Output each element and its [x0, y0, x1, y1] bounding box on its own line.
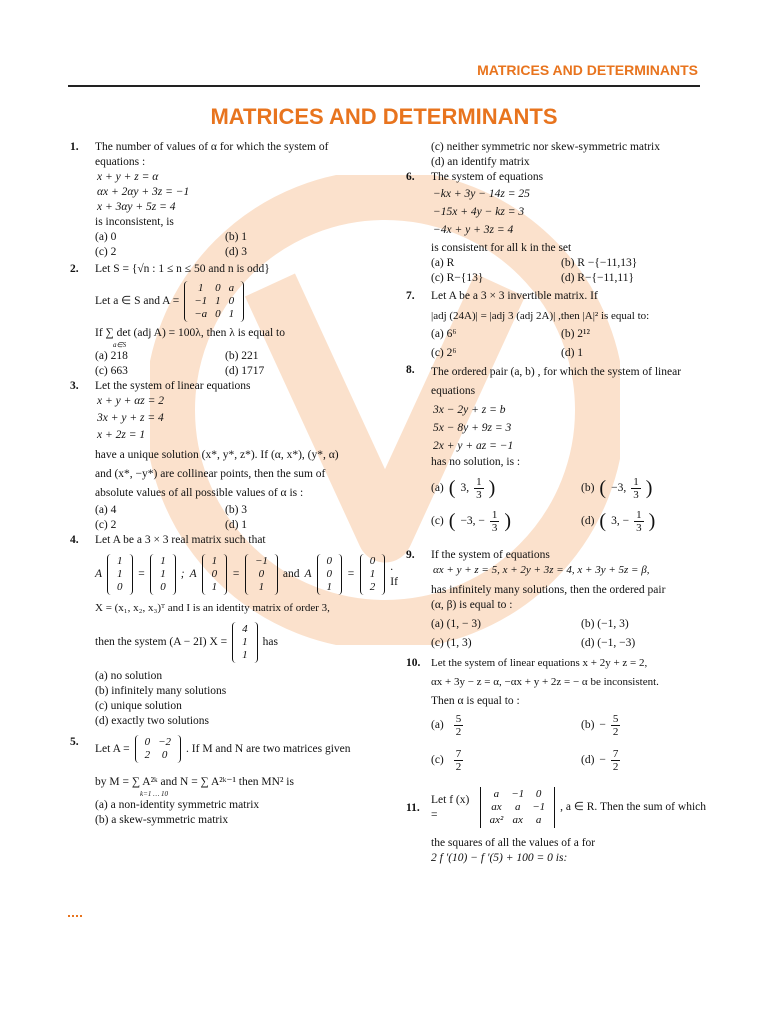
option-b: (b) a skew-symmetric matrix: [95, 814, 229, 826]
equation: −kx + 3y − 14z = 25: [433, 188, 530, 200]
option-a: (a) 0: [95, 231, 117, 243]
option-b: (b) infinitely many solutions: [95, 685, 227, 697]
question-text: If the system of equations: [431, 549, 550, 561]
option-d: (d) (−1, −3): [581, 637, 636, 649]
question-5: 5. Let A = 0 −2 2 0 . If M and N are two matrices given by M = ∑ A²ᵏ and N = ∑ A²ᵏ⁻¹ then MN² is k=1 … 10 (a) a non-identity symmetric matrix (b) a skew-symmetric matrix: [70, 735, 370, 828]
option-a: (a) 218: [95, 350, 128, 362]
option-a: (a) (1, − 3): [431, 618, 481, 630]
question-text: is inconsistent, is: [95, 216, 174, 228]
question-text: is consistent for all k in the set: [431, 242, 572, 254]
equation: −15x + 4y − kz = 3: [433, 206, 525, 218]
vector: 0 0 1: [317, 554, 343, 595]
vector: 1 1 0: [150, 554, 176, 595]
question-text: X = (x₁, x₂, x₃)ᵀ and I is an identity matrix of order 3,: [95, 602, 330, 614]
equation: 5x − 8y + 9z = 3: [433, 422, 512, 434]
equation: αx + 2αy + 3z = −1: [97, 186, 190, 198]
equation: 2x + y + az = −1: [433, 440, 514, 452]
question-text: then the system (A − 2I) X =: [95, 636, 228, 648]
option-d: (d) 1: [225, 519, 248, 531]
equation: αx + y + z = 5, x + 2y + 3z = 4, x + 3y + 5z = β,: [433, 564, 650, 576]
question-4: 4. Let A be a 3 × 3 real matrix such that A 1 1 0 = 1 1 0 ; A 1 0 1 = −1 0 1 and A 0 0 1 = 0 1 2 . If X = (x₁, x₂, x₃)ᵀ and I is an identity matrix of order 3, then the system (A − 2I) X = 4 1 1 has (a) no solution (b) infinitely many solutions (c) unique solution (d) exactly two solutions: [70, 534, 398, 727]
equation: x + y + αz = 2: [97, 395, 165, 407]
question-text: Let S = {√n : 1 ≤ n ≤ 50 and n is odd}: [95, 263, 270, 275]
question-text: Let the system of linear equations x + 2y + z = 2,: [431, 657, 648, 669]
question-text: Let A be a 3 × 3 real matrix such that: [95, 534, 266, 546]
option-d: (d) − $\frac{7}{2}$: [581, 748, 619, 773]
equation: x + 3αy + 5z = 4: [97, 201, 176, 213]
option-b: (b) 221: [225, 350, 259, 362]
sum-limits: k=1 … 10: [140, 790, 169, 798]
options: [95, 230, 370, 260]
equation: −4x + y + 3z = 4: [433, 224, 514, 236]
question-condition: |adj (24A)| = |adj 3 (adj 2A)| ,then |A|² is equal to:: [431, 310, 650, 322]
option-b: (b) 3: [225, 504, 248, 516]
question-text: Let the system of linear equations: [95, 380, 251, 392]
options: [95, 349, 370, 379]
question-5-continued: [406, 140, 706, 170]
equation: 3x − 2y + z = b: [433, 404, 506, 416]
option-b: (b) 2¹²: [561, 328, 590, 340]
option-d: (d) exactly two solutions: [95, 715, 210, 727]
option-c: (c) 2⁶: [431, 347, 457, 359]
option-b: (b) ( −3, $\frac{1}{3}$ ): [581, 476, 653, 501]
option-d: (d) an identify matrix: [431, 156, 530, 168]
question-text: αx + 3y − z = α, −αx + y + 2z = − α be inconsistent.: [431, 676, 659, 688]
option-a: (a) 6⁶: [431, 328, 457, 340]
vector: 1 1 0: [107, 554, 133, 595]
option-d: (d) 3: [225, 246, 248, 258]
question-text: If ∑ det (adj A) = 100λ, then λ is equal to: [95, 327, 285, 339]
options: [431, 615, 706, 653]
options: [431, 256, 706, 286]
option-a: (a) ( 3, $\frac{1}{3}$ ): [431, 476, 496, 501]
vector: 4 1 1: [232, 622, 258, 663]
matrix-a: 0 −2 2 0: [135, 735, 181, 763]
question-text: have a unique solution (x*, y*, z*). If (α, x*), (y*, α): [95, 449, 339, 461]
question-text: Let A be a 3 × 3 invertible matrix. If: [431, 290, 598, 302]
question-2: 2. Let S = {√n : 1 ≤ n ≤ 50 and n is odd} Let a ∈ S and A = 1 0 a −1 1 0 −a 0 1 If ∑ det (adj A) = 100λ, then λ is equal to a∈S (a) 218 (b) 221 (c) 663 (d) 1717: [70, 262, 370, 379]
left-column: [70, 140, 398, 828]
running-header: MATRICES AND DETERMINANTS: [477, 62, 698, 78]
question-text: The ordered pair (a, b) , for which the system of linear equations: [431, 366, 682, 397]
question-3: 3. Let the system of linear equations x + y + αz = 2 3x + y + z = 4 x + 2z = 1 have a unique solution (x*, y*, z*). If (α, x*), (y*, α) and (x*, −y*) are collinear points, then the sum of absolute values of all possible values of α is : (a) 4 (b) 3 (c) 2 (d) 1: [70, 379, 370, 533]
options: [431, 325, 706, 363]
corner-mark: [68, 915, 82, 919]
question-text: The system of equations: [431, 171, 544, 183]
option-c: (c) unique solution: [95, 700, 182, 712]
question-text: absolute values of all possible values of α is :: [95, 487, 304, 499]
question-text: by M = ∑ A²ᵏ and N = ∑ A²ᵏ⁻¹ then MN² is: [95, 776, 294, 788]
question-text: the squares of all the values of a for: [431, 837, 596, 849]
question-9: 9. If the system of equations αx + y + z = 5, x + 2y + 3z = 4, x + 3y + 5z = β, has infinitely many solutions, then the ordered pair (α, β) is equal to : (a) (1, − 3) (b) (−1, 3) (c) (1, 3) (d) (−1, −3): [406, 548, 706, 653]
option-d: (d) 1717: [225, 365, 265, 377]
option-c: (c) 2: [95, 519, 117, 531]
question-8: 8. The ordered pair (a, b) , for which the system of linear equations 3x − 2y + z = b 5x − 8y + 9z = 3 2x + y + az = −1 has no solution, is : (a) ( 3, $\frac{1}{3}$ ) (b) ( −3, $\frac{1}{3}$ ) (c) ( −3, − $\frac{1}{3}$ ) (d) ( 3, − $\frac{1}{3}$ ): [406, 363, 706, 534]
right-column: [406, 140, 706, 866]
option-d: (d) 1: [561, 347, 584, 359]
question-11: 11. Let f (x) = a −1 0 ax a −1 ax² ax a , a ∈ R. Then the sum of which the squares of all the values of a for 2 f ′(10) − f ′(5) + 100 = 0 is:: [406, 788, 706, 864]
options: [95, 503, 370, 533]
equation: 3x + y + z = 4: [97, 412, 164, 424]
option-b: (b) R −{−11,13}: [561, 257, 638, 269]
matrix-a: 1 0 a −1 1 0 −a 0 1: [184, 281, 244, 322]
option-b: (b) − $\frac{5}{2}$: [581, 713, 619, 738]
question-text: The number of values of α for which the system of equations :: [95, 141, 329, 168]
option-a: (a) no solution: [95, 670, 163, 682]
option-b: (b) 1: [225, 231, 248, 243]
question-text: has no solution, is :: [431, 456, 521, 468]
equation: x + y + z = α: [97, 171, 159, 183]
option-d: (d) R−{−11,11}: [561, 272, 634, 284]
vector: 0 1 2: [360, 554, 386, 595]
options: [431, 476, 706, 534]
option-c: (c) 2: [95, 246, 117, 258]
option-a: (a) 4: [95, 504, 117, 516]
equation: x + 2z = 1: [97, 429, 146, 441]
option-c: (c) neither symmetric nor skew-symmetric matrix: [431, 141, 660, 153]
question-text: (α, β) is equal to :: [431, 599, 513, 611]
option-c: (c) R−{13}: [431, 272, 484, 284]
equation: 2 f ′(10) − f ′(5) + 100 = 0 is:: [431, 852, 568, 864]
sum-subscript: a∈S: [113, 341, 127, 349]
option-c: (c) ( −3, − $\frac{1}{3}$ ): [431, 509, 512, 534]
question-text: and (x*, −y*) are collinear points, then the sum of: [95, 468, 326, 480]
question-6: 6. The system of equations −kx + 3y − 14z = 25 −15x + 4y − kz = 3 −4x + y + 3z = 4 is consistent for all k in the set (a) R (b) R −{−11,13} (c) R−{13} (d) R−{−11,11}: [406, 170, 706, 286]
question-10: 10. Let the system of linear equations x + 2y + z = 2, αx + 3y − z = α, −αx + y + 2z = − α be inconsistent. Then α is equal to : (a) $\frac{5}{2}$ (b) − $\frac{5}{2}$ (c) $\frac{7}{2}$ (d) − $\frac{7}{2}$: [406, 656, 706, 773]
options: [431, 713, 706, 773]
vector: −1 0 1: [245, 554, 278, 595]
question-1: 1. The number of values of α for which the system of equations : x + y + z = α αx + 2αy + 3z = −1 x + 3αy + 5z = 4 is inconsistent, is (a) 0 (b) 1 (c) 2 (d) 3: [70, 140, 370, 260]
page-title: MATRICES AND DETERMINANTS: [210, 104, 558, 129]
question-text: has infinitely many solutions, then the ordered pair: [431, 584, 666, 596]
determinant: a −1 0 ax a −1 ax² ax a: [480, 787, 556, 828]
option-c: (c) $\frac{7}{2}$: [431, 748, 462, 773]
option-d: (d) ( 3, − $\frac{1}{3}$ ): [581, 509, 656, 534]
option-a: (a) a non-identity symmetric matrix: [95, 799, 260, 811]
question-text: Then α is equal to :: [431, 695, 520, 707]
option-c: (c) 663: [95, 365, 128, 377]
question-text: Let a ∈ S and A =: [95, 295, 180, 307]
header-rule: [68, 85, 700, 87]
option-c: (c) (1, 3): [431, 637, 472, 649]
option-a: (a) R: [431, 257, 455, 269]
option-a: (a) $\frac{5}{2}$: [431, 713, 462, 738]
question-7: 7. Let A be a 3 × 3 invertible matrix. If |adj (24A)| = |adj 3 (adj 2A)| ,then |A|² is equal to: (a) 6⁶ (b) 2¹² (c) 2⁶ (d) 1: [406, 289, 706, 363]
vector: 1 0 1: [202, 554, 228, 595]
option-b: (b) (−1, 3): [581, 618, 629, 630]
